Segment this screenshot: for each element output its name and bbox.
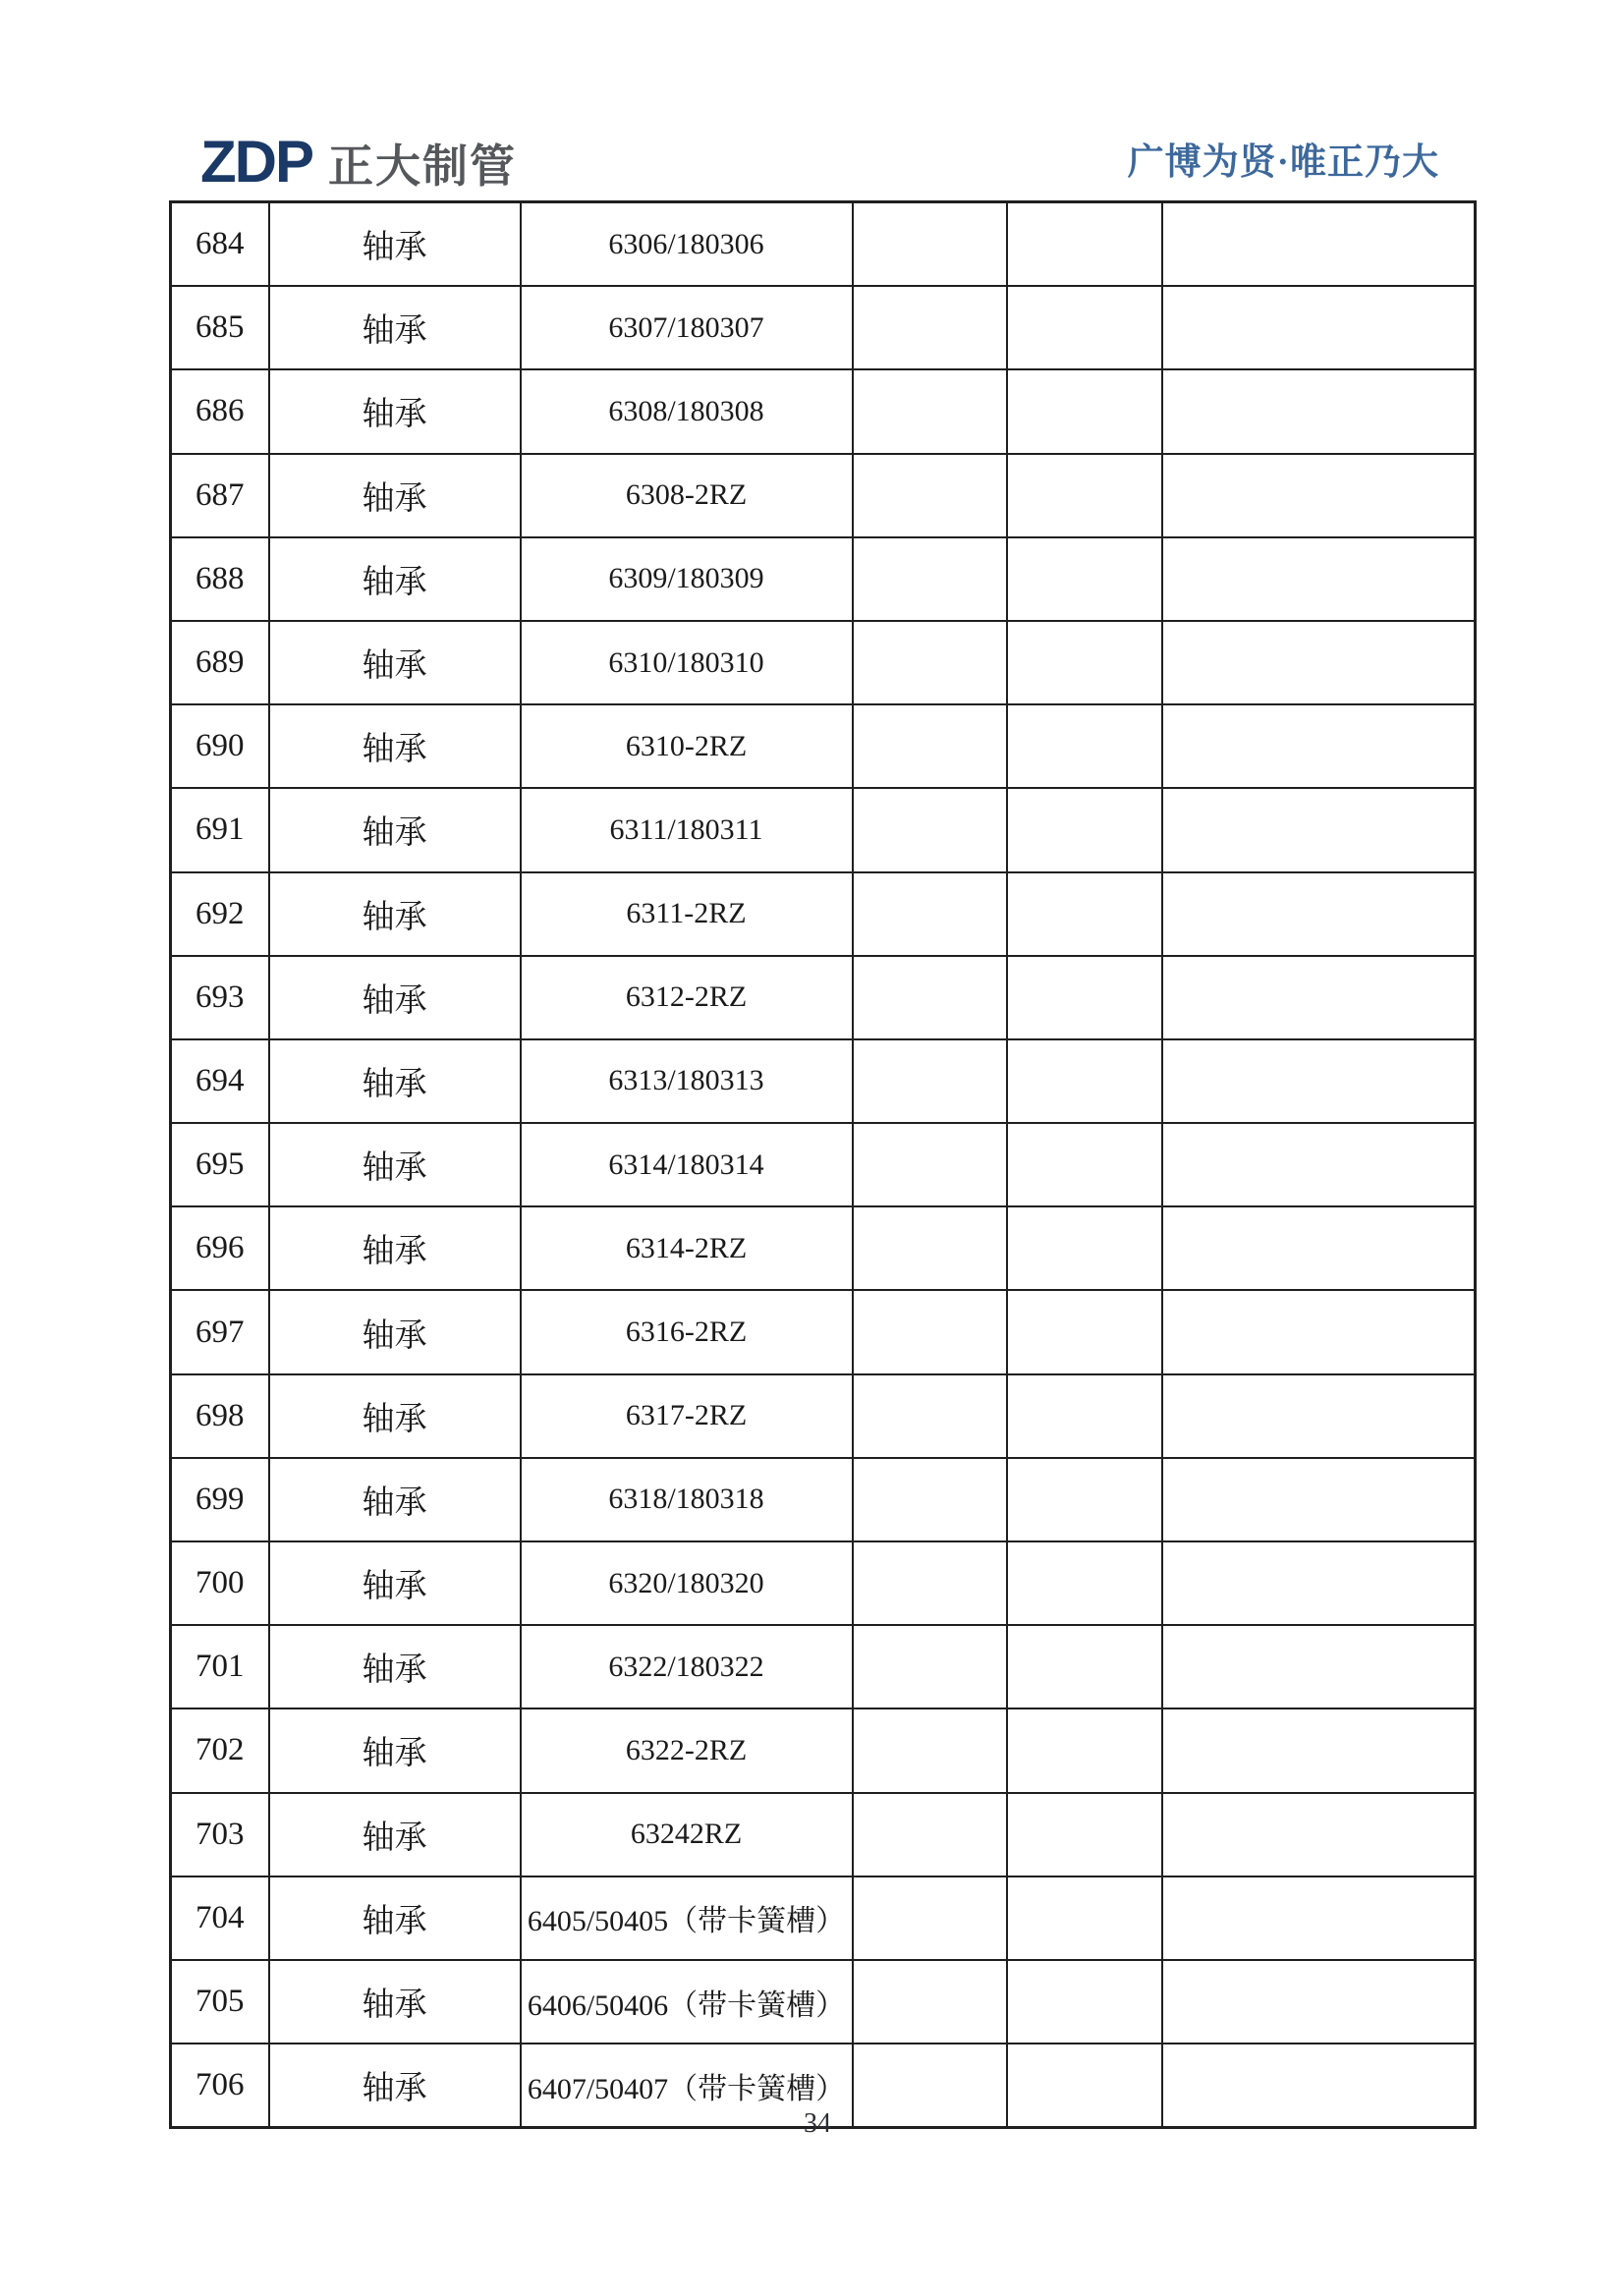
row-number-cell: 686 — [171, 369, 269, 453]
row-number-cell: 696 — [171, 1206, 269, 1290]
empty-cell — [1007, 1123, 1162, 1206]
row-number-cell: 701 — [171, 1625, 269, 1708]
row-number-cell: 691 — [171, 788, 269, 871]
empty-cell — [1162, 1541, 1476, 1625]
empty-cell — [853, 1290, 1007, 1373]
empty-cell — [1007, 621, 1162, 704]
model-cell: 6307/180307 — [521, 286, 853, 369]
empty-cell — [853, 1960, 1007, 2044]
empty-cell — [853, 286, 1007, 369]
empty-cell — [1007, 1290, 1162, 1373]
empty-cell — [853, 202, 1007, 287]
model-cell: 6405/50405（带卡簧槽） — [521, 1876, 853, 1960]
empty-cell — [853, 454, 1007, 537]
parts-table — [169, 200, 1477, 2129]
model-cell: 6310-2RZ — [521, 704, 853, 788]
part-name-cell: 轴承 — [269, 872, 521, 956]
table-row — [171, 1541, 1476, 1625]
table-row — [171, 956, 1476, 1039]
company-logo-mark: ZDP — [200, 129, 312, 195]
row-number-cell: 688 — [171, 537, 269, 621]
part-name-cell: 轴承 — [269, 1206, 521, 1290]
empty-cell — [1162, 202, 1476, 287]
empty-cell — [853, 369, 1007, 453]
part-name-cell: 轴承 — [269, 454, 521, 537]
part-name-cell: 轴承 — [269, 537, 521, 621]
row-number-cell: 690 — [171, 704, 269, 788]
empty-cell — [853, 1206, 1007, 1290]
table-row — [171, 1876, 1476, 1960]
model-cell: 6406/50406（带卡簧槽） — [521, 1960, 853, 2044]
row-number-cell: 703 — [171, 1793, 269, 1876]
empty-cell — [1162, 1123, 1476, 1206]
model-cell: 6308/180308 — [521, 369, 853, 453]
empty-cell — [1162, 621, 1476, 704]
row-number-cell: 685 — [171, 286, 269, 369]
row-number-cell: 694 — [171, 1039, 269, 1123]
empty-cell — [853, 1625, 1007, 1708]
empty-cell — [853, 956, 1007, 1039]
table-row — [171, 872, 1476, 956]
empty-cell — [1007, 202, 1162, 287]
empty-cell — [853, 1708, 1007, 1792]
model-cell: 63242RZ — [521, 1793, 853, 1876]
table-row — [171, 1793, 1476, 1876]
empty-cell — [1162, 537, 1476, 621]
model-cell: 6309/180309 — [521, 537, 853, 621]
empty-cell — [1007, 1374, 1162, 1458]
empty-cell — [1007, 537, 1162, 621]
table-row — [171, 1290, 1476, 1373]
empty-cell — [1007, 1039, 1162, 1123]
part-name-cell: 轴承 — [269, 1960, 521, 2044]
model-cell: 6407/50407（带卡簧槽） — [521, 2044, 853, 2128]
empty-cell — [1007, 1793, 1162, 1876]
row-number-cell: 695 — [171, 1123, 269, 1206]
empty-cell — [1007, 1625, 1162, 1708]
empty-cell — [1007, 1458, 1162, 1541]
model-cell: 6320/180320 — [521, 1541, 853, 1625]
table-row — [171, 1374, 1476, 1458]
table-row — [171, 286, 1476, 369]
empty-cell — [1007, 788, 1162, 871]
empty-cell — [853, 1458, 1007, 1541]
part-name-cell: 轴承 — [269, 1374, 521, 1458]
table-row — [171, 202, 1476, 287]
empty-cell — [1007, 369, 1162, 453]
row-number-cell: 684 — [171, 202, 269, 287]
empty-cell — [853, 1876, 1007, 1960]
part-name-cell: 轴承 — [269, 202, 521, 287]
empty-cell — [1162, 1206, 1476, 1290]
part-name-cell: 轴承 — [269, 1039, 521, 1123]
empty-cell — [1162, 369, 1476, 453]
empty-cell — [1007, 956, 1162, 1039]
empty-cell — [853, 1793, 1007, 1876]
empty-cell — [853, 872, 1007, 956]
part-name-cell: 轴承 — [269, 621, 521, 704]
part-name-cell: 轴承 — [269, 1708, 521, 1792]
row-number-cell: 702 — [171, 1708, 269, 1792]
part-name-cell: 轴承 — [269, 1876, 521, 1960]
empty-cell — [1007, 872, 1162, 956]
empty-cell — [1162, 1708, 1476, 1792]
table-row — [171, 1625, 1476, 1708]
model-cell: 6314/180314 — [521, 1123, 853, 1206]
row-number-cell: 705 — [171, 1960, 269, 2044]
empty-cell — [1162, 1374, 1476, 1458]
company-logo-name: 正大制管 — [328, 140, 517, 192]
empty-cell — [853, 1123, 1007, 1206]
empty-cell — [853, 1374, 1007, 1458]
empty-cell — [853, 1541, 1007, 1625]
model-cell: 6318/180318 — [521, 1458, 853, 1541]
empty-cell — [1007, 1206, 1162, 1290]
empty-cell — [1007, 1960, 1162, 2044]
parts-table-body — [171, 202, 1476, 2128]
row-number-cell: 693 — [171, 956, 269, 1039]
model-cell: 6306/180306 — [521, 202, 853, 287]
table-row — [171, 1123, 1476, 1206]
empty-cell — [853, 621, 1007, 704]
model-cell: 6314-2RZ — [521, 1206, 853, 1290]
table-row — [171, 704, 1476, 788]
empty-cell — [1162, 1876, 1476, 1960]
part-name-cell: 轴承 — [269, 1541, 521, 1625]
part-name-cell: 轴承 — [269, 788, 521, 871]
table-row — [171, 621, 1476, 704]
empty-cell — [1007, 1541, 1162, 1625]
row-number-cell: 689 — [171, 621, 269, 704]
part-name-cell: 轴承 — [269, 1123, 521, 1206]
table-row — [171, 369, 1476, 453]
model-cell: 6322/180322 — [521, 1625, 853, 1708]
empty-cell — [1007, 704, 1162, 788]
model-cell: 6311-2RZ — [521, 872, 853, 956]
page-number: 34 — [804, 2108, 831, 2139]
table-row — [171, 1458, 1476, 1541]
row-number-cell: 692 — [171, 872, 269, 956]
table-row — [171, 1960, 1476, 2044]
company-slogan: 广博为贤·唯正乃大 — [1127, 142, 1439, 183]
part-name-cell: 轴承 — [269, 286, 521, 369]
model-cell: 6313/180313 — [521, 1039, 853, 1123]
row-number-cell: 687 — [171, 454, 269, 537]
model-cell: 6311/180311 — [521, 788, 853, 871]
empty-cell — [853, 1039, 1007, 1123]
table-row — [171, 1206, 1476, 1290]
model-cell: 6316-2RZ — [521, 1290, 853, 1373]
empty-cell — [1162, 1793, 1476, 1876]
empty-cell — [1162, 454, 1476, 537]
row-number-cell: 704 — [171, 1876, 269, 1960]
empty-cell — [1162, 1625, 1476, 1708]
part-name-cell: 轴承 — [269, 956, 521, 1039]
empty-cell — [1162, 788, 1476, 871]
part-name-cell: 轴承 — [269, 2044, 521, 2128]
model-cell: 6308-2RZ — [521, 454, 853, 537]
table-row — [171, 454, 1476, 537]
empty-cell — [1007, 1708, 1162, 1792]
empty-cell — [1162, 1458, 1476, 1541]
empty-cell — [853, 704, 1007, 788]
empty-cell — [853, 788, 1007, 871]
row-number-cell: 706 — [171, 2044, 269, 2128]
part-name-cell: 轴承 — [269, 1625, 521, 1708]
row-number-cell: 700 — [171, 1541, 269, 1625]
part-name-cell: 轴承 — [269, 704, 521, 788]
part-name-cell: 轴承 — [269, 1290, 521, 1373]
table-row — [171, 788, 1476, 871]
row-number-cell: 697 — [171, 1290, 269, 1373]
table-row — [171, 1039, 1476, 1123]
empty-cell — [1162, 1039, 1476, 1123]
empty-cell — [1007, 454, 1162, 537]
empty-cell — [1162, 872, 1476, 956]
empty-cell — [1162, 1960, 1476, 2044]
empty-cell — [1007, 1876, 1162, 1960]
model-cell: 6310/180310 — [521, 621, 853, 704]
model-cell: 6322-2RZ — [521, 1708, 853, 1792]
empty-cell — [1162, 704, 1476, 788]
table-row — [171, 537, 1476, 621]
part-name-cell: 轴承 — [269, 1458, 521, 1541]
empty-cell — [1162, 286, 1476, 369]
empty-cell — [1162, 1290, 1476, 1373]
part-name-cell: 轴承 — [269, 1793, 521, 1876]
empty-cell — [853, 537, 1007, 621]
table-row — [171, 1708, 1476, 1792]
row-number-cell: 698 — [171, 1374, 269, 1458]
part-name-cell: 轴承 — [269, 369, 521, 453]
model-cell: 6317-2RZ — [521, 1374, 853, 1458]
empty-cell — [1162, 956, 1476, 1039]
row-number-cell: 699 — [171, 1458, 269, 1541]
model-cell: 6312-2RZ — [521, 956, 853, 1039]
empty-cell — [1007, 286, 1162, 369]
